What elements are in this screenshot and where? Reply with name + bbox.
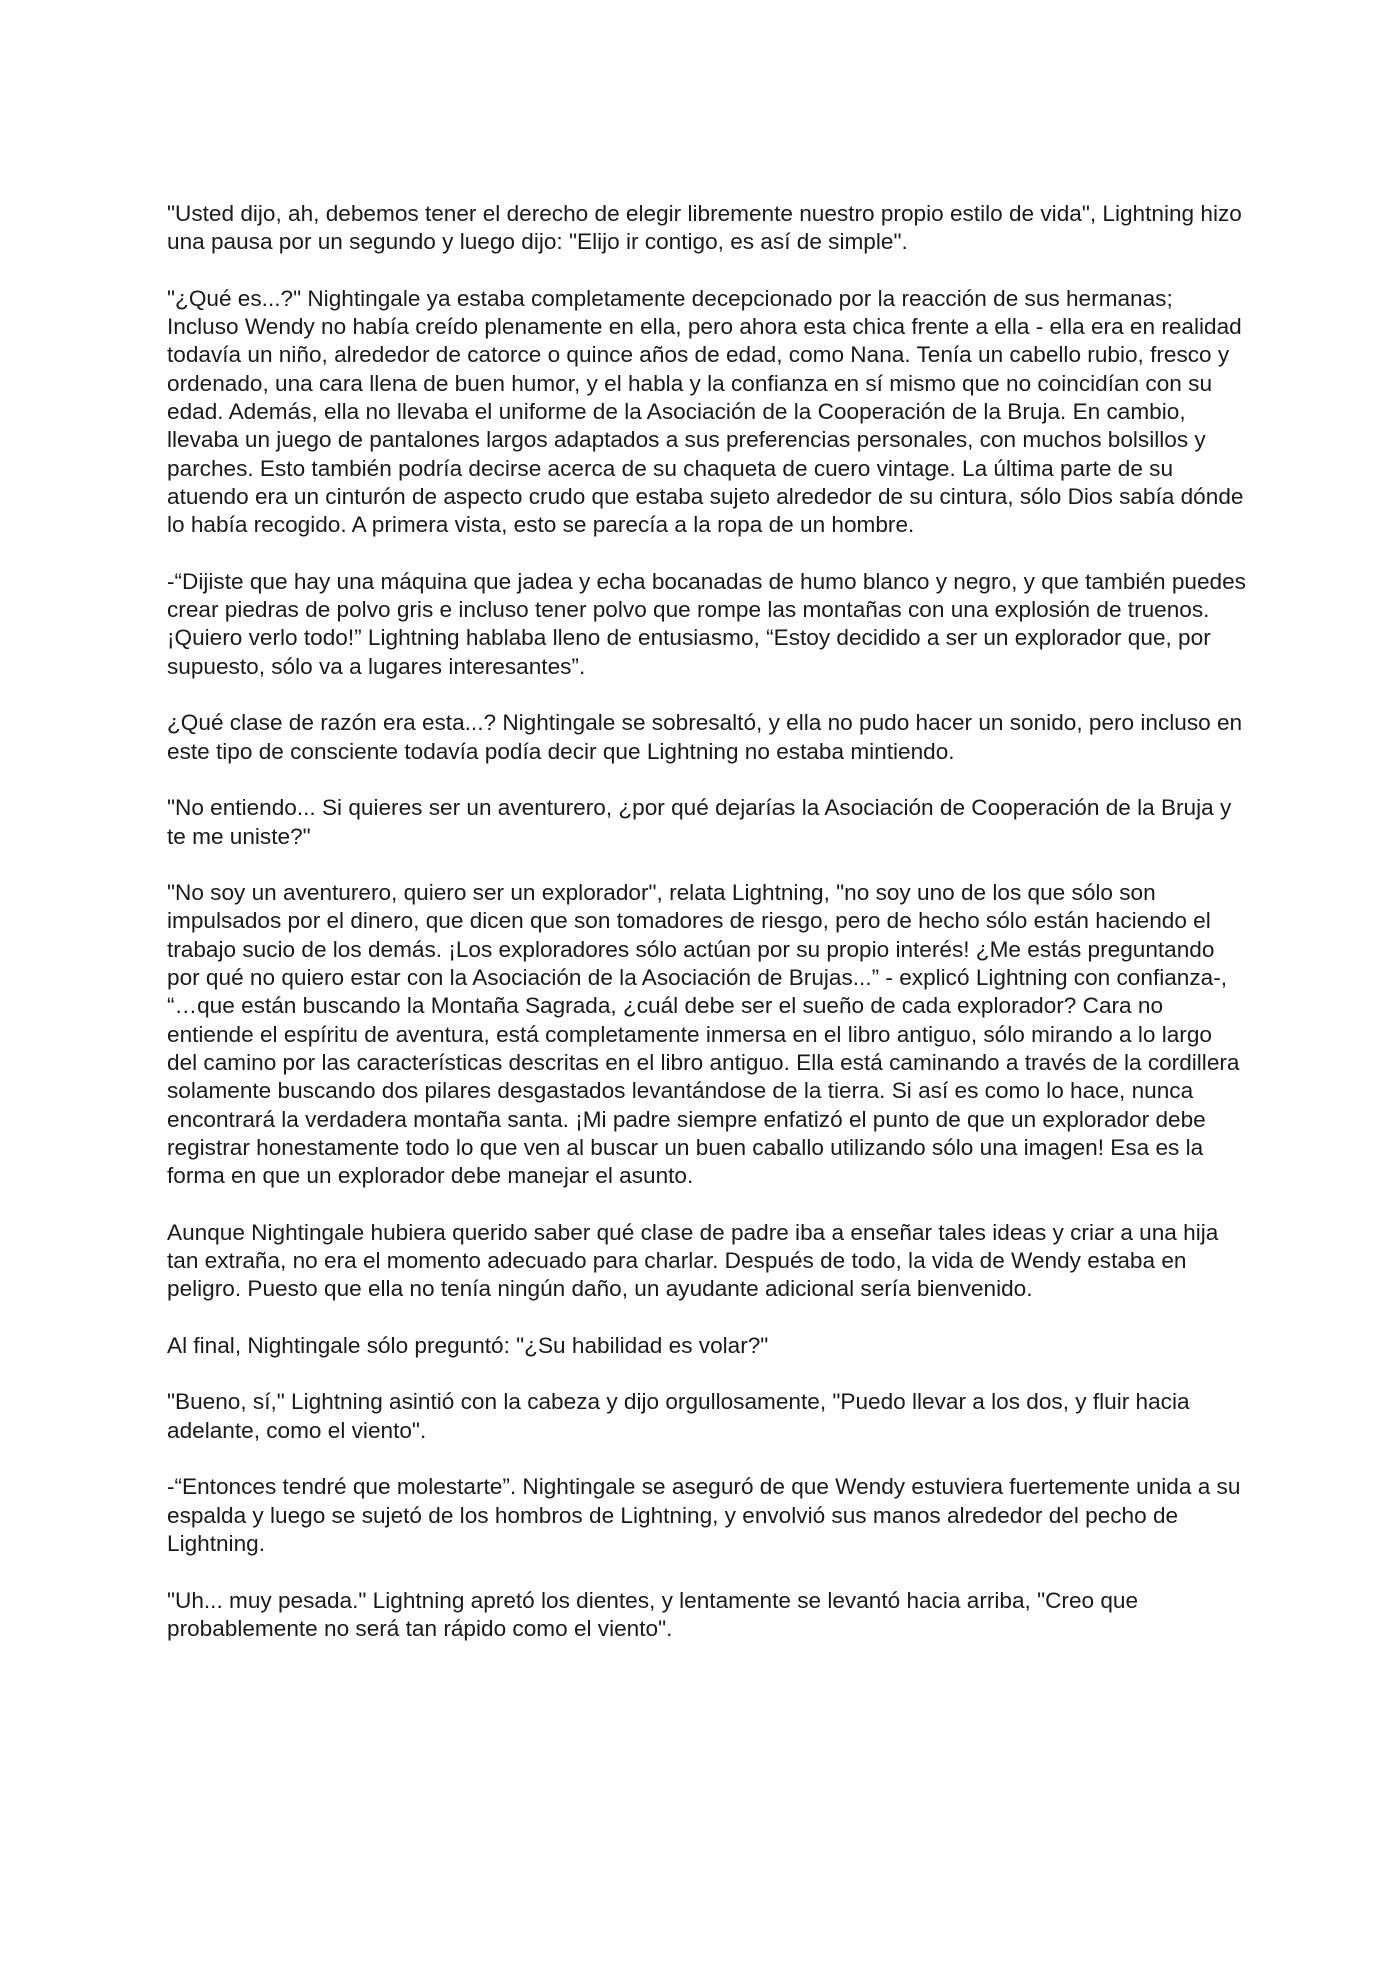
paragraph: "¿Qué es...?" Nightingale ya estaba completamente decepcionado por la reacción de sus hermanas; Incluso Wendy no había creído plenamente en ella, pero ahora esta chica frente a ella - ella era en realidad todavía un niño, alrededor de catorce o quince años de edad, como Nana. Tenía un cabello rubio, fresco y ordenado, una cara llena de buen humor, y el habla y la confianza en sí mismo que no coincidían con su edad. Además, ella no llevaba el uniforme de la Asociación de la Cooperación de la Bruja. En cambio, llevaba un juego de pantalones largos adaptados a sus preferencias personales, con muchos bolsillos y parches. Esto también podría decirse acerca de su chaqueta de cuero vintage. La última parte de su atuendo era un cinturón de aspecto crudo que estaba sujeto alrededor de su cintura, sólo Dios sabía dónde lo había recogido. A primera vista, esto se parecía a la ropa de un hombre. (167, 285, 1244, 538)
paragraph: -“Dijiste que hay una máquina que jadea y echa bocanadas de humo blanco y negro, y que también puedes crear piedras de polvo gris e incluso tener polvo que rompe las montañas con una explosión de truenos. ¡Quiero verlo todo!” Lightning hablaba lleno de entusiasmo, “Estoy decidido a ser un explorador que, por supuesto, sólo va a lugares interesantes”. (167, 568, 1246, 679)
paragraph: "Usted dijo, ah, debemos tener el derecho de elegir libremente nuestro propio estilo de vida", Lightning hizo una pausa por un segundo y luego dijo: "Elijo ir contigo, es así de simple". (167, 201, 1242, 255)
paragraph: "No entiendo... Si quieres ser un aventurero, ¿por qué dejarías la Asociación de Cooperación de la Bruja y te me uniste?" (167, 795, 1232, 849)
paragraph: ¿Qué clase de razón era esta...? Nightingale se sobresaltó, y ella no pudo hacer un sonido, pero incluso en este tipo de consciente todavía podía decir que Lightning no estaba mintiendo. (167, 710, 1243, 764)
paragraph: Aunque Nightingale hubiera querido saber qué clase de padre iba a enseñar tales ideas y criar a una hija tan extraña, no era el momento adecuado para charlar. Después de todo, la vida de Wendy estaba en peligro. Puesto que ella no tenía ningún daño, un ayudante adicional sería bienvenido. (167, 1219, 1219, 1302)
paragraph: "Bueno, sí," Lightning asintió con la cabeza y dijo orgullosamente, "Puedo llevar a los dos, y fluir hacia adelante, como el viento". (167, 1389, 1190, 1443)
document-body (167, 200, 1247, 1671)
paragraph: -“Entonces tendré que molestarte”. Nightingale se aseguró de que Wendy estuviera fuertemente unida a su espalda y luego se sujetó de los hombros de Lightning, y envolvió sus manos alrededor del pecho de Lightning. (167, 1474, 1241, 1556)
paragraph: "No soy un aventurero, quiero ser un explorador", relata Lightning, "no soy uno de los que sólo son impulsados por el dinero, que dicen que son tomadores de riesgo, pero de hecho sólo están haciendo el trabajo sucio de los demás. ¡Los exploradores sólo actúan por su propio interés! ¿Me estás preguntando por qué no quiero estar con la Asociación de la Asociación de Brujas...” - explicó Lightning con confianza-, “…que están buscando la Montaña Sagrada, ¿cuál debe ser el sueño de cada explorador? Cara no entiende el espíritu de aventura, está completamente inmersa en el libro antiguo, sólo mirando a lo largo del camino por las características descritas en el libro antiguo. Ella está caminando a través de la cordillera solamente buscando dos pilares desgastados levantándose de la tierra. Si así es como lo hace, nunca encontrará la verdadera montaña santa. ¡Mi padre siempre enfatizó el punto de que un explorador debe registrar honestamente todo lo que ven al buscar un buen caballo utilizando sólo una imagen! Esa es la forma en que un explorador debe manejar el asunto. (167, 880, 1240, 1189)
paragraph: Al final, Nightingale sólo preguntó: "¿Su habilidad es volar?" (167, 1332, 769, 1358)
paragraph: "Uh... muy pesada." Lightning apretó los dientes, y lentamente se levantó hacia arriba, "Creo que probablemente no será tan rápido como el viento". (167, 1587, 1139, 1641)
